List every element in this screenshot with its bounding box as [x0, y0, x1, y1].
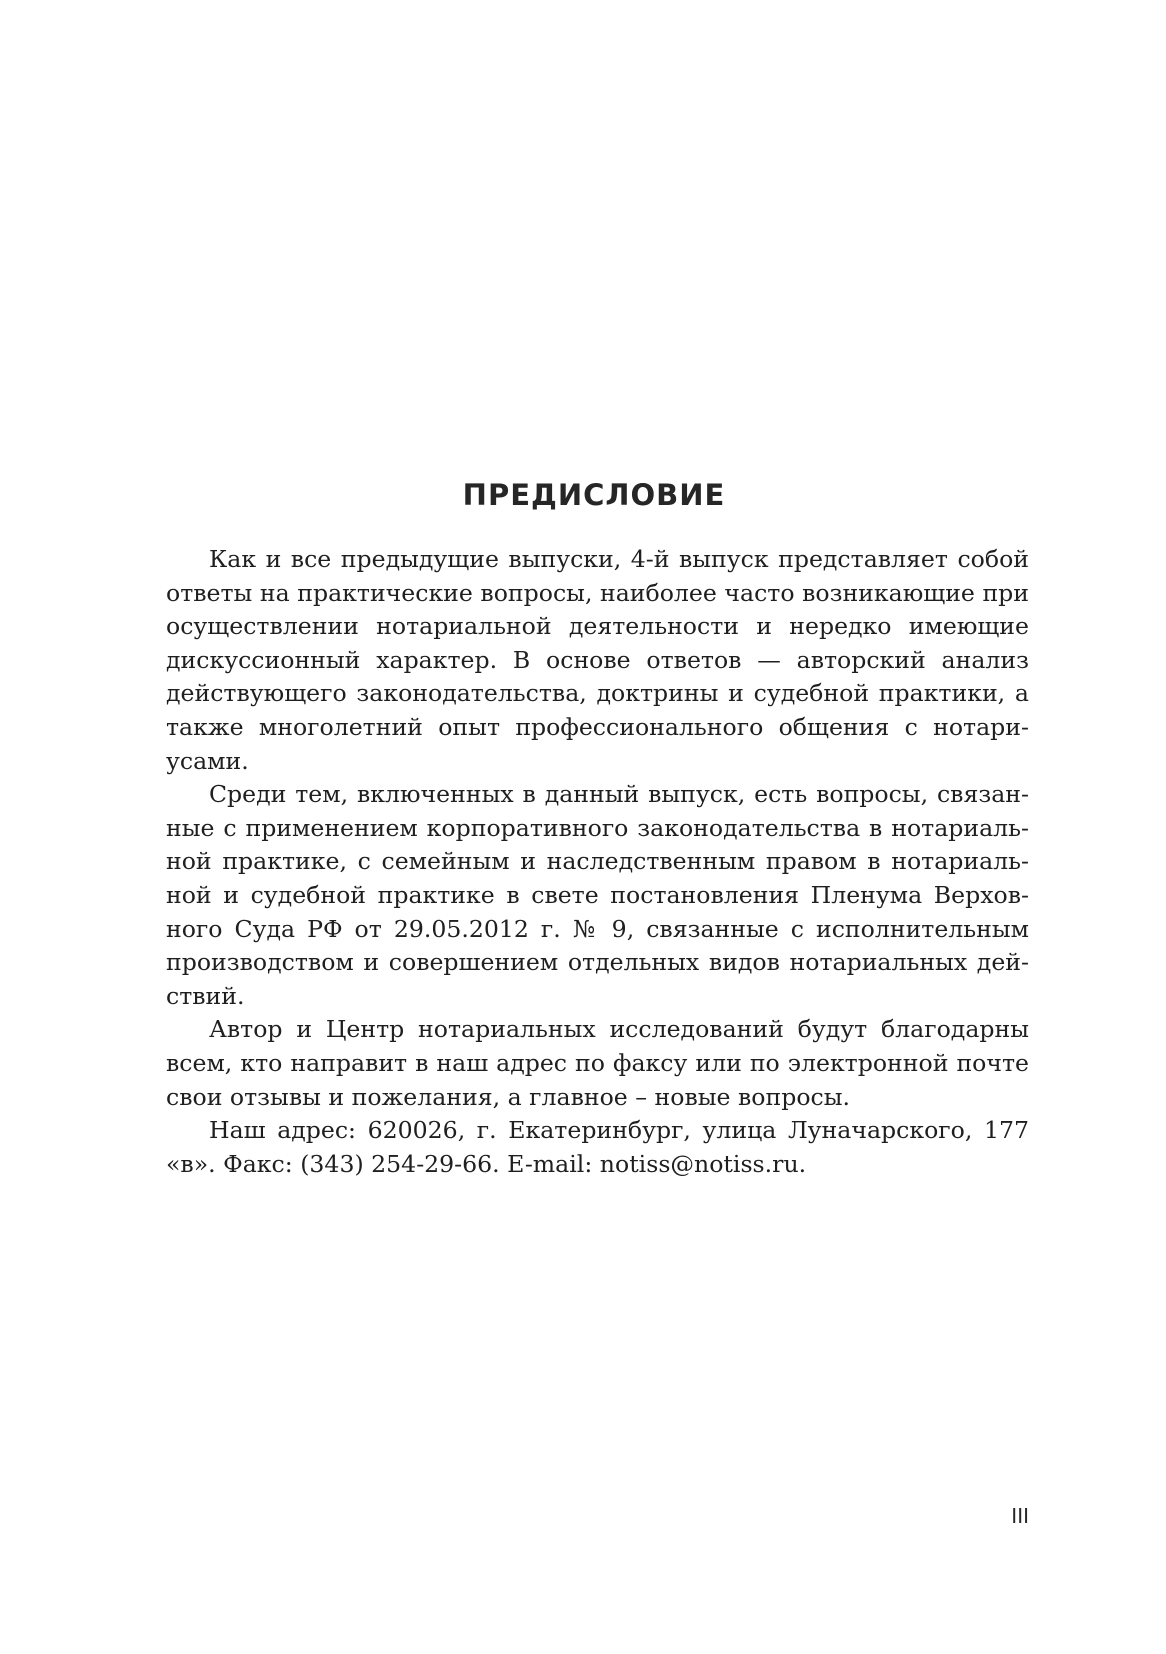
paragraph-topics: Среди тем, включенных в данный выпуск, есть вопросы, связанные с применением корпоративного законодательства в нотариальной практике, с семейным и наследственным правом в нотариальной и судебной практике в свете постановления Пленума Верховного Суда РФ от 29.05.2012 г. № 9, связанные с исполнительным производством и совершением отдельных видов нотариальных действий. — [166, 780, 1029, 1010]
page-title: ПРЕДИСЛОВИЕ — [462, 478, 726, 512]
page-number: III — [1011, 1504, 1029, 1528]
preface-body — [166, 543, 1029, 1181]
paragraph-contacts: Наш адрес: 620026, г. Екатеринбург, улица Луначарского, 177 «в». Факс: (343) 254-29-66. E-mail: notiss@notiss.ru. — [166, 1116, 1029, 1178]
paragraph-intro: Как и все предыдущие выпуски, 4-й выпуск представляет собой ответы на практические вопросы, наиболее часто возникающие при осуществлении нотариальной деятельности и нередко имеющие дискуссионный характер. В основе ответов — авторский анализ действующего законодательства, доктрины и судебной практики, а также многолетний опыт профессионального общения с нотариусами. — [166, 545, 1029, 775]
paragraph-feedback: Автор и Центр нотариальных исследований будут благодарны всем, кто направит в наш адрес по факсу или по электронной почте свои отзывы и пожелания, а главное – новые вопросы. — [166, 1015, 1029, 1111]
